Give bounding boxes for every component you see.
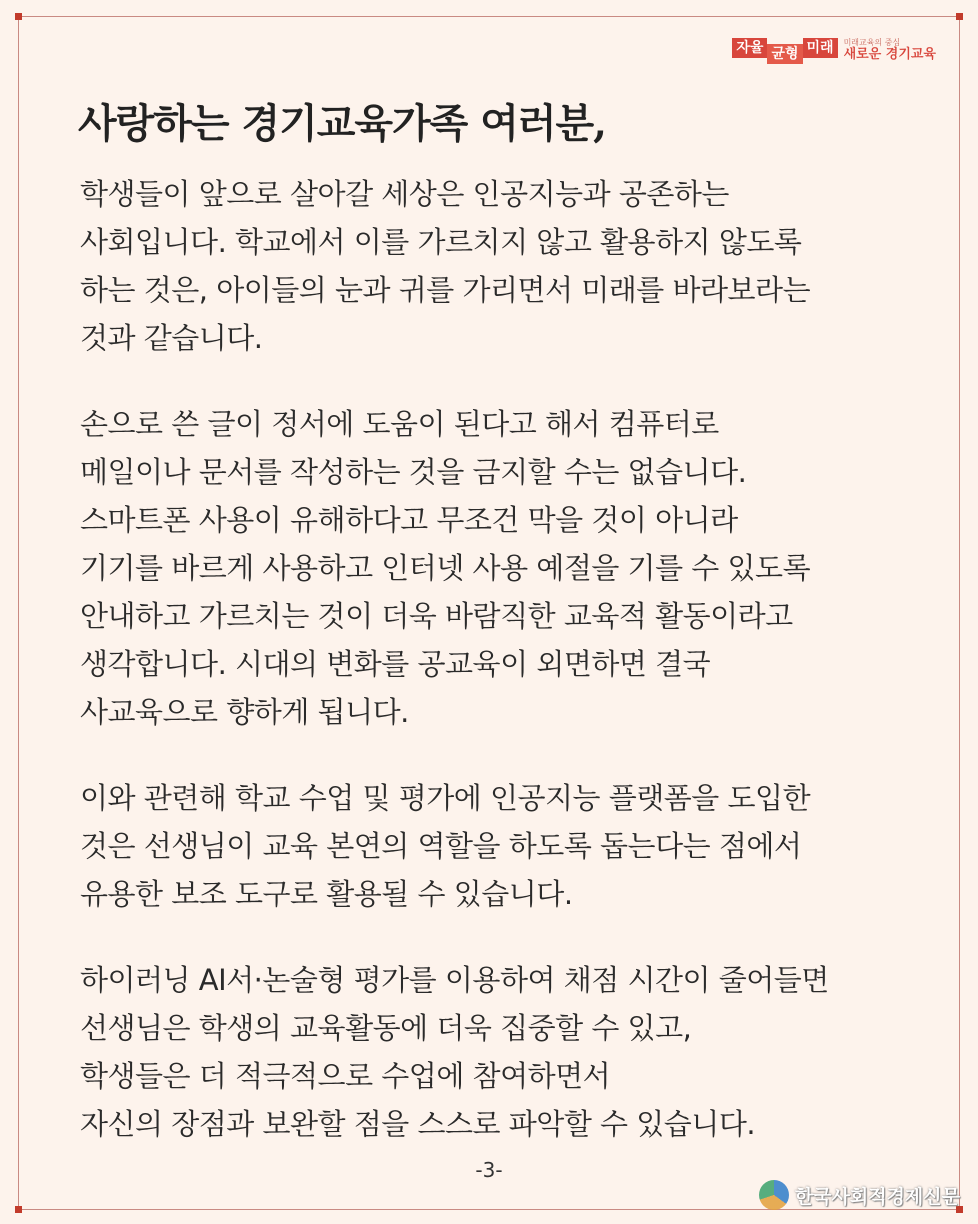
page-title: 사랑하는 경기교육가족 여러분,	[78, 100, 607, 147]
frame-corner-tl	[15, 13, 22, 20]
text-line: 사회입니다. 학교에서 이를 가르치지 않고 활용하지 않도록	[80, 225, 802, 259]
paragraph	[80, 170, 940, 362]
text-line: 하이러닝 AI서·논술형 평가를 이용하여 채점 시간이 줄어들면	[80, 963, 829, 997]
text-line: 사교육으로 향하게 됩니다.	[80, 695, 409, 729]
logo-tagline: 미래교육의 중심	[843, 38, 901, 48]
paragraph	[80, 956, 940, 1148]
newspaper-logo-icon	[759, 1180, 789, 1210]
text-line: 메일이나 문서를 작성하는 것을 금지할 수는 없습니다.	[80, 455, 747, 489]
text-line: 스마트폰 사용이 유해하다고 무조건 막을 것이 아니라	[80, 503, 738, 537]
text-line: 자신의 장점과 보완할 점을 스스로 파악할 수 있습니다.	[80, 1107, 756, 1141]
frame-top	[18, 16, 960, 17]
text-line: 것과 같습니다.	[80, 321, 263, 355]
text-line: 선생님은 학생의 교육활동에 더욱 집중할 수 있고,	[80, 1011, 692, 1045]
frame-corner-tr	[956, 13, 963, 20]
text-line: 손으로 쓴 글이 정서에 도움이 된다고 해서 컴퓨터로	[80, 407, 719, 441]
logo-badge: 미래	[803, 38, 838, 58]
frame-right	[959, 16, 960, 1210]
logo-badges	[732, 38, 837, 64]
text-line: 하는 것은, 아이들의 눈과 귀를 가리면서 미래를 바라보라는	[80, 273, 811, 307]
newspaper-watermark	[759, 1180, 960, 1210]
logo-badge: 균형	[767, 44, 802, 64]
paragraph	[80, 400, 940, 736]
frame-left	[18, 16, 19, 1210]
watermark-text: 한국사회적경제신문	[794, 1185, 960, 1208]
logo-badge: 자율	[732, 38, 767, 58]
text-line: 학생들은 더 적극적으로 수업에 참여하면서	[80, 1059, 611, 1093]
frame-corner-bl	[15, 1206, 22, 1213]
letter-body	[80, 170, 940, 1186]
page-number: -3-	[475, 1158, 503, 1182]
gyeonggi-education-logo	[732, 38, 936, 64]
text-line: 이와 관련해 학교 수업 및 평가에 인공지능 플랫폼을 도입한	[80, 781, 811, 815]
text-line: 유용한 보조 도구로 활용될 수 있습니다.	[80, 877, 573, 911]
logo-name: 새로운 경기교육	[843, 47, 936, 63]
paragraph	[80, 774, 940, 918]
text-line: 것은 선생님이 교육 본연의 역할을 하도록 돕는다는 점에서	[80, 829, 802, 863]
text-line: 생각합니다. 시대의 변화를 공교육이 외면하면 결국	[80, 647, 711, 681]
text-line: 학생들이 앞으로 살아갈 세상은 인공지능과 공존하는	[80, 177, 729, 211]
logo-text	[844, 39, 936, 62]
text-line: 안내하고 가르치는 것이 더욱 바람직한 교육적 활동이라고	[80, 599, 793, 633]
text-line: 기기를 바르게 사용하고 인터넷 사용 예절을 기를 수 있도록	[80, 551, 811, 585]
